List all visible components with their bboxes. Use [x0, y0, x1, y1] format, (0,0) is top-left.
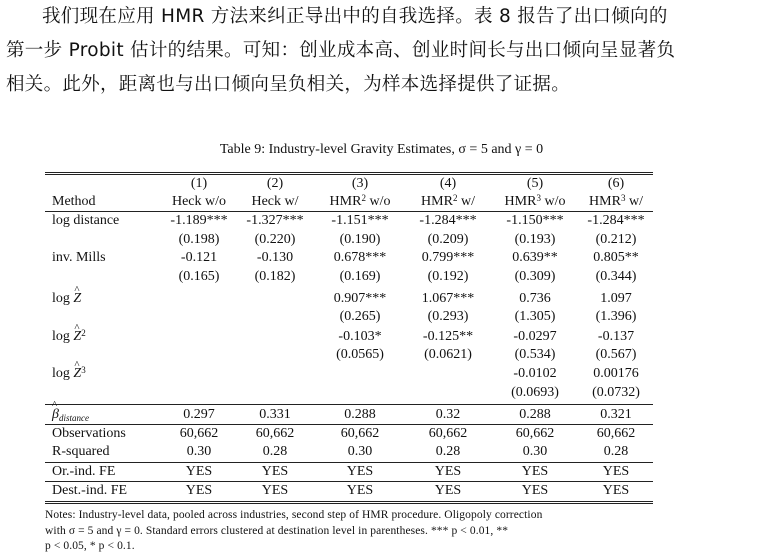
col-number: (6) — [607, 176, 625, 191]
table-cell: YES — [185, 464, 213, 479]
table-cell: (0.209) — [427, 232, 469, 247]
row-label: R-squared — [52, 444, 110, 459]
coef-row — [45, 249, 653, 267]
table-cell: -1.151*** — [331, 213, 389, 228]
paragraph-line: 我们现在应用 HMR 方法来纠正导出中的自我选择。表 8 报告了出口倾向的 — [42, 6, 668, 27]
table-cell: (0.309) — [514, 269, 556, 284]
table-cell: 0.907*** — [333, 291, 387, 306]
table-bottom-rule — [45, 503, 653, 504]
table-cell: 0.30 — [186, 444, 212, 459]
table-cell: (1.396) — [595, 309, 637, 324]
table-cell: 0.321 — [600, 407, 632, 422]
col-method: HMR$^3$ w/ — [589, 193, 643, 209]
table-cell: (0.190) — [339, 232, 381, 247]
table-cell: 60,662 — [340, 426, 380, 441]
table-cell: 0.297 — [183, 407, 215, 422]
col-number: (5) — [526, 176, 544, 191]
beta-top-rule — [45, 404, 653, 405]
table-cell: 60,662 — [179, 426, 219, 441]
table-cell: -0.0102 — [513, 366, 557, 381]
table-cell: (0.293) — [427, 309, 469, 324]
table-cell: 0.28 — [262, 444, 288, 459]
notes-line: with σ = 5 and γ = 0. Standard errors clustered at destination level in parentheses. *** p < 0.01, ** — [45, 524, 509, 537]
table-cell: 0.30 — [522, 444, 548, 459]
stderr-row — [45, 308, 653, 326]
row-label: Or.-ind. FE — [52, 464, 116, 479]
table-cell: YES — [346, 464, 374, 479]
table-cell: 0.32 — [435, 407, 461, 422]
coef-row — [45, 365, 653, 383]
table-cell: -1.189*** — [170, 213, 228, 228]
coef-row — [45, 290, 653, 308]
table-cell: (1.305) — [514, 309, 556, 324]
table-cell: 0.30 — [347, 444, 373, 459]
table-cell: 0.331 — [259, 407, 291, 422]
row-label: Observations — [52, 426, 126, 441]
row-label: log ^ Z — [52, 290, 81, 308]
table-cell: -0.121 — [180, 250, 218, 265]
col-number: (3) — [351, 176, 369, 191]
paragraph-line: 相关。此外，距离也与出口倾向呈负相关，为样本选择提供了证据。 — [6, 74, 571, 95]
table-cell: (0.344) — [595, 269, 637, 284]
table-cell: (0.182) — [254, 269, 296, 284]
table-cell: YES — [261, 464, 289, 479]
coef-row — [45, 212, 653, 230]
beta-row — [45, 406, 653, 424]
table-cell: YES — [261, 483, 289, 498]
table-cell: -0.103* — [338, 329, 382, 344]
table-cell: YES — [185, 483, 213, 498]
table-cell: -0.130 — [256, 250, 294, 265]
col-number: (1) — [190, 176, 208, 191]
table-cell: -1.284*** — [587, 213, 645, 228]
table-cell: (0.0732) — [592, 385, 640, 400]
table-cell: (0.567) — [595, 347, 637, 362]
row-label: inv. Mills — [52, 250, 106, 265]
origin-fe-row — [45, 463, 653, 481]
table-cell: YES — [602, 464, 630, 479]
notes-line: Notes: Industry-level data, pooled across industries, second step of HMR procedure. Oligopoly correction — [45, 509, 543, 521]
col-method: HMR$^2$ w/o — [329, 193, 391, 209]
table-cell: (0.220) — [254, 232, 296, 247]
table-cell: YES — [434, 464, 462, 479]
dest-fe-row — [45, 482, 653, 500]
body-paragraph — [6, 0, 758, 102]
table-cell: 60,662 — [596, 426, 636, 441]
table-cell: 0.288 — [344, 407, 376, 422]
table-cell: -1.150*** — [506, 213, 564, 228]
table-cell: YES — [346, 483, 374, 498]
row-label: log ^ $Z^2$ — [52, 328, 86, 346]
table-cell: YES — [434, 483, 462, 498]
beta-label: ^ $\beta_{distance}$ — [52, 406, 89, 424]
table-cell: -0.125** — [422, 329, 474, 344]
table-cell: 0.28 — [603, 444, 629, 459]
col-method: HMR$^3$ w/o — [504, 193, 566, 209]
table-cell: (0.0693) — [511, 385, 559, 400]
table-cell: -1.327*** — [246, 213, 304, 228]
table-cell: 0.288 — [519, 407, 551, 422]
col-number: (4) — [439, 176, 457, 191]
coef-row — [45, 328, 653, 346]
table-cell: YES — [521, 464, 549, 479]
table-cell: 0.799*** — [421, 250, 475, 265]
table-cell: 0.28 — [435, 444, 461, 459]
table-cell: (0.265) — [339, 309, 381, 324]
table-cell: -0.0297 — [513, 329, 557, 344]
table-cell: (0.212) — [595, 232, 637, 247]
observations-row — [45, 425, 653, 443]
table-cell: (0.165) — [178, 269, 220, 284]
table-cell: -1.284*** — [419, 213, 477, 228]
table-cell: (0.0565) — [336, 347, 384, 362]
table-cell: 0.736 — [519, 291, 551, 306]
table-cell: (0.193) — [514, 232, 556, 247]
table-cell: 60,662 — [428, 426, 468, 441]
col-number: (2) — [266, 176, 284, 191]
stderr-row — [45, 231, 653, 249]
table-cell: -0.137 — [597, 329, 635, 344]
row-label: Dest.-ind. FE — [52, 483, 128, 498]
table-cell: 1.097 — [600, 291, 632, 306]
stderr-row — [45, 268, 653, 286]
table-cell: 0.678*** — [333, 250, 387, 265]
stderr-row — [45, 346, 653, 364]
notes-line: p < 0.05, * p < 0.1. — [45, 540, 135, 552]
table-bottom-rule — [45, 501, 653, 502]
table-cell: (0.192) — [427, 269, 469, 284]
table-cell: YES — [521, 483, 549, 498]
col-method: HMR$^2$ w/ — [421, 193, 475, 209]
stderr-row — [45, 384, 653, 402]
table-cell: 0.639** — [512, 250, 558, 265]
table-top-rule — [45, 172, 653, 173]
col-method: Heck w/ — [251, 194, 299, 209]
table-cell: 0.805** — [593, 250, 639, 265]
table-cell: (0.169) — [339, 269, 381, 284]
header-numbers-row — [45, 175, 653, 193]
table-cell: 1.067*** — [421, 291, 475, 306]
table-cell: YES — [602, 483, 630, 498]
method-label: Method — [52, 194, 96, 209]
table-cell: (0.198) — [178, 232, 220, 247]
table-cell: 60,662 — [255, 426, 295, 441]
row-label: log ^ $Z^3$ — [52, 365, 86, 383]
paragraph-line: 第一步 Probit 估计的结果。可知：创业成本高、创业时间长与出口倾向呈显著负 — [6, 40, 676, 61]
table-caption: Table 9: Industry-level Gravity Estimates, σ = 5 and γ = 0 — [219, 142, 544, 157]
table-cell: (0.0621) — [424, 347, 472, 362]
table-cell: 0.00176 — [593, 366, 639, 381]
table-cell: (0.534) — [514, 347, 556, 362]
table-notes — [45, 508, 657, 555]
r-squared-row — [45, 443, 653, 461]
row-label: log distance — [52, 213, 120, 228]
header-methods-row — [45, 193, 653, 211]
table-cell: 60,662 — [515, 426, 555, 441]
col-method: Heck w/o — [171, 194, 227, 209]
